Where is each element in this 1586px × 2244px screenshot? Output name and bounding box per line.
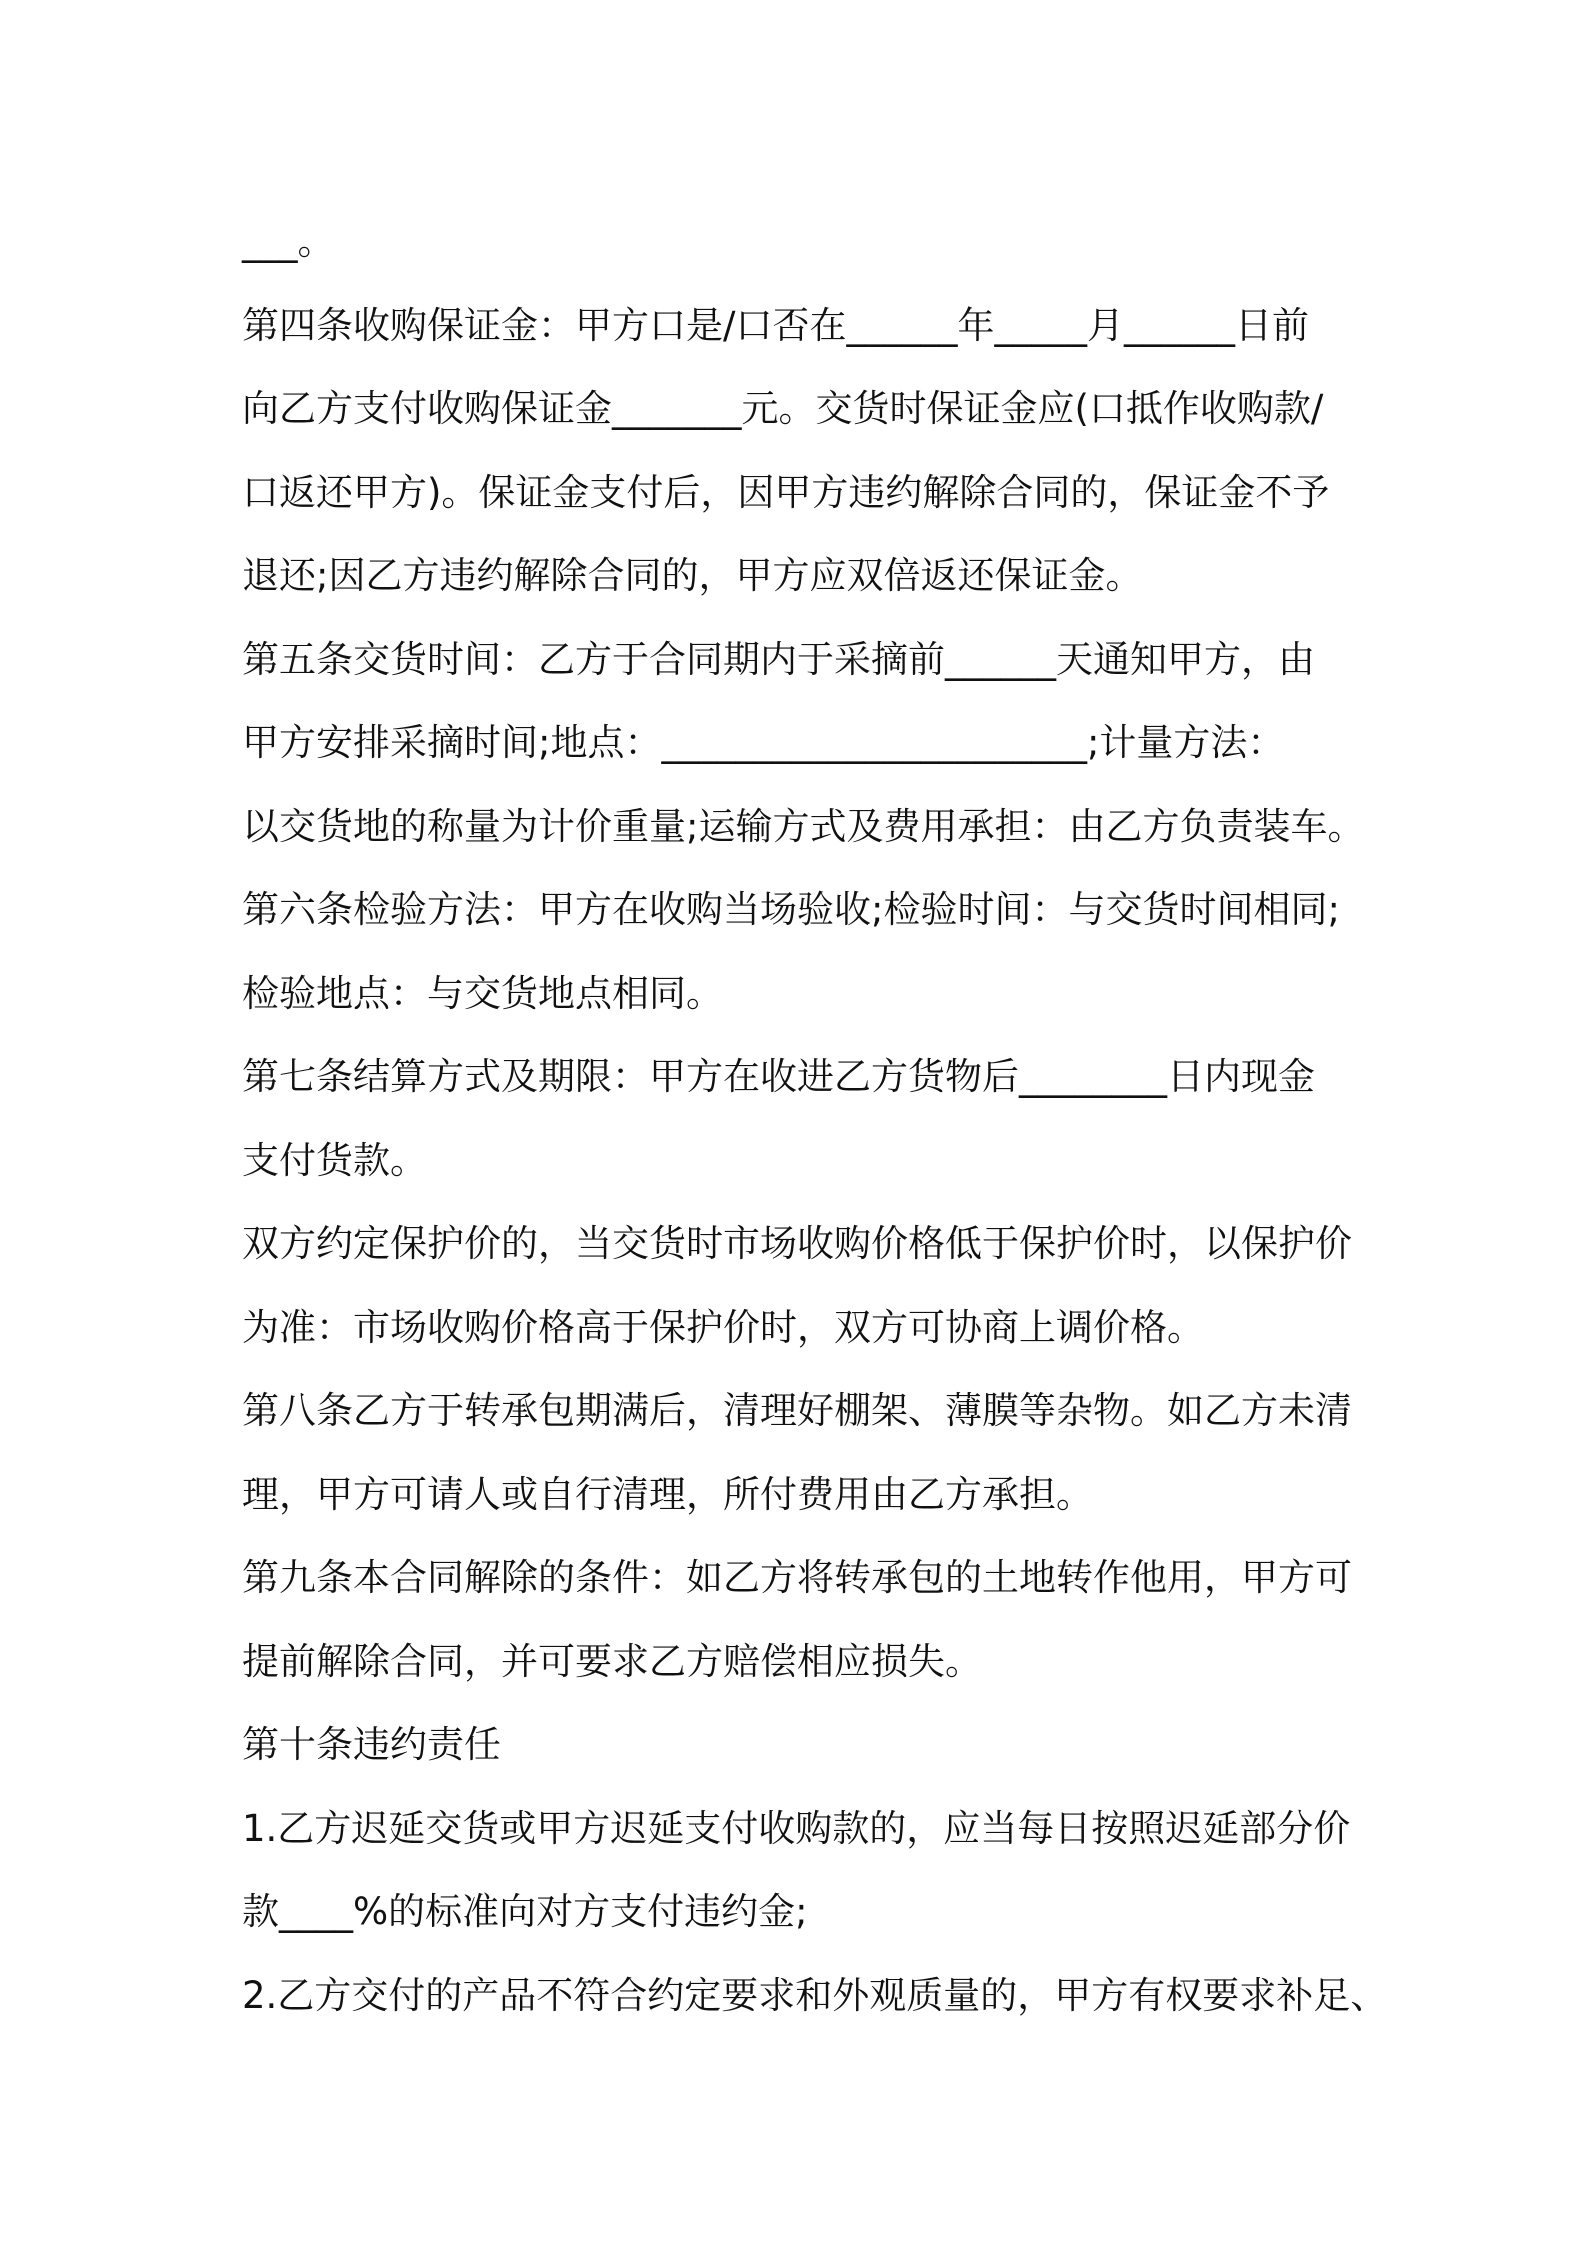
text-line: 2.乙方交付的产品不符合约定要求和外观质量的，甲方有权要求补足、 [242,1973,1388,2017]
text-line: 以交货地的称量为计价重量;运输方式及费用承担：由乙方负责装车。 [242,804,1365,848]
text-line: 检验地点：与交货地点相同。 [242,971,723,1015]
text-line: 1.乙方迟延交货或甲方迟延支付收购款的，应当每日按照迟延部分价 [242,1806,1351,1850]
text-line: 第六条检验方法：甲方在收购当场验收;检验时间：与交货时间相同; [242,888,1340,931]
text-line: 第四条收购保证金：甲方口是/口否在______年_____月______日前 [242,303,1309,347]
text-line: 款____%的标准向对方支付违约金; [242,1890,808,1933]
text-line: 理，甲方可请人或自行清理，所付费用由乙方承担。 [242,1472,1093,1516]
text-line: 双方约定保护价的，当交货时市场收购价格低于保护价时，以保护价 [242,1222,1352,1265]
text-line: 向乙方支付收购保证金_______元。交货时保证金应(口抵作收购款/ [242,387,1324,430]
document-body [242,200,1388,2037]
text-line: 口返还甲方)。保证金支付后，因甲方违约解除合同的，保证金不予 [242,470,1330,514]
text-line: 第五条交货时间：乙方于合同期内于采摘前______天通知甲方，由 [242,637,1315,681]
text-line: ___。 [242,220,335,263]
text-line: 为准：市场收购价格高于保护价时，双方可协商上调价格。 [242,1305,1204,1349]
text-line: 第八条乙方于转承包期满后，清理好棚架、薄膜等杂物。如乙方未清 [242,1389,1352,1432]
text-line: 退还;因乙方违约解除合同的，甲方应双倍返还保证金。 [242,554,1143,597]
text-line: 第九条本合同解除的条件：如乙方将转承包的土地转作他用，甲方可 [242,1556,1352,1599]
text-line: 甲方安排采摘时间;地点：_______________________;计量方法： [242,721,1285,764]
text-line: 第七条结算方式及期限：甲方在收进乙方货物后________日内现金 [242,1055,1315,1098]
text-line: 支付货款。 [242,1138,427,1182]
text-line: 提前解除合同，并可要求乙方赔偿相应损失。 [242,1639,982,1683]
text-line: 第十条违约责任 [242,1723,501,1766]
